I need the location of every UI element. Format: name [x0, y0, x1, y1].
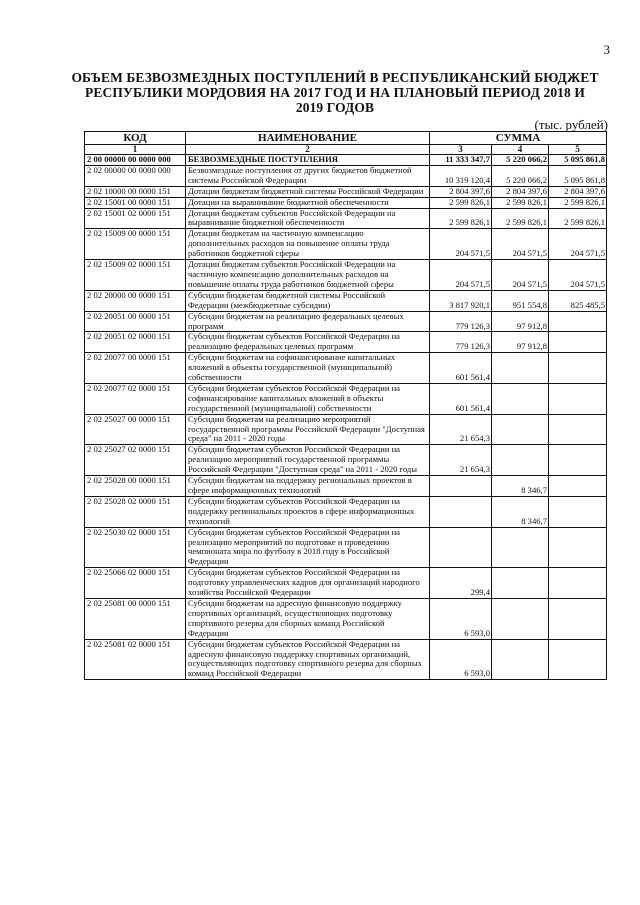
amount-2017-cell — [430, 527, 492, 568]
amount-2018-cell: 2 599 826,1 — [492, 197, 549, 208]
page-number: 3 — [603, 42, 610, 57]
name-cell: Субсидии бюджетам на реализацию мероприятий государственной программы Российской Федерации "Доступная среда" на 2011 - 2020 годы — [186, 414, 430, 445]
amount-2019-cell: 5 095 861,8 — [549, 165, 607, 186]
table-row — [85, 229, 607, 260]
table-row — [85, 155, 607, 166]
amount-2019-cell: 2 599 826,1 — [549, 197, 607, 208]
table-row — [85, 383, 607, 414]
table-row — [85, 639, 607, 680]
amount-2018-cell: 5 220 066,2 — [492, 155, 549, 166]
table-row — [85, 186, 607, 197]
amount-2019-cell — [549, 598, 607, 639]
amount-2018-cell — [492, 639, 549, 680]
column-number: 3 — [430, 145, 492, 155]
amount-2018-cell: 951 554,8 — [492, 290, 549, 311]
name-cell: Дотации бюджетам субъектов Российской Федерации на выравнивание бюджетной обеспеченности — [186, 208, 430, 229]
amount-2017-cell: 2 804 397,6 — [430, 186, 492, 197]
budget-table — [84, 131, 607, 680]
amount-2018-cell: 2 804 397,6 — [492, 186, 549, 197]
code-cell: 2 02 25028 02 0000 151 — [85, 496, 186, 527]
table-row — [85, 445, 607, 476]
table-header-row — [85, 132, 607, 145]
name-cell: Субсидии бюджетам на поддержку региональных проектов в сфере информационных технологий — [186, 476, 430, 497]
name-cell: Дотации на выравнивание бюджетной обеспеченности — [186, 197, 430, 208]
code-cell: 2 02 15009 00 0000 151 — [85, 229, 186, 260]
amount-2018-cell: 5 220 066,2 — [492, 165, 549, 186]
amount-2018-cell: 97 912,8 — [492, 332, 549, 353]
code-cell: 2 02 20051 00 0000 151 — [85, 311, 186, 332]
code-cell: 2 02 10000 00 0000 151 — [85, 186, 186, 197]
name-cell: Субсидии бюджетам субъектов Российской Федерации на софинансирование капитальных вложений в объекты государственной (муниципальной) собственности — [186, 383, 430, 414]
amount-2017-cell: 601 561,4 — [430, 353, 492, 384]
table-row — [85, 332, 607, 353]
table-row — [85, 290, 607, 311]
amount-2017-cell: 21 654,3 — [430, 414, 492, 445]
amount-2018-cell — [492, 445, 549, 476]
amount-2018-cell: 97 912,8 — [492, 311, 549, 332]
column-number: 2 — [186, 145, 430, 155]
table-row — [85, 353, 607, 384]
amount-2019-cell: 2 804 397,6 — [549, 186, 607, 197]
amount-2017-cell: 2 599 826,1 — [430, 197, 492, 208]
code-cell: 2 02 20000 00 0000 151 — [85, 290, 186, 311]
code-cell: 2 02 25030 02 0000 151 — [85, 527, 186, 568]
amount-2017-cell — [430, 476, 492, 497]
amount-2017-cell: 10 319 120,4 — [430, 165, 492, 186]
table-row — [85, 414, 607, 445]
header-code: КОД — [85, 132, 186, 145]
amount-2018-cell: 8 346,7 — [492, 476, 549, 497]
amount-2019-cell: 204 571,5 — [549, 229, 607, 260]
document-title: ОБЪЕМ БЕЗВОЗМЕЗДНЫХ ПОСТУПЛЕНИЙ В РЕСПУБЛИКАНСКИЙ БЮДЖЕТ РЕСПУБЛИКИ МОРДОВИЯ НА 2017 ГОД И НА ПЛАНОВЫЙ ПЕРИОД 2018 И 2019 ГОДОВ — [71, 70, 599, 115]
code-cell: 2 02 20077 02 0000 151 — [85, 383, 186, 414]
amount-2019-cell — [549, 568, 607, 599]
amount-2017-cell: 204 571,5 — [430, 260, 492, 291]
code-cell: 2 02 25081 02 0000 151 — [85, 639, 186, 680]
amount-2019-cell — [549, 445, 607, 476]
amount-2019-cell — [549, 383, 607, 414]
amount-2018-cell — [492, 568, 549, 599]
table-row — [85, 598, 607, 639]
amount-2019-cell — [549, 332, 607, 353]
amount-2019-cell — [549, 476, 607, 497]
amount-2018-cell: 204 571,5 — [492, 229, 549, 260]
amount-2017-cell: 779 126,3 — [430, 311, 492, 332]
table-row — [85, 568, 607, 599]
code-cell: 2 02 25081 00 0000 151 — [85, 598, 186, 639]
code-cell: 2 02 25027 00 0000 151 — [85, 414, 186, 445]
code-cell: 2 02 15001 02 0000 151 — [85, 208, 186, 229]
amount-2019-cell: 204 571,5 — [549, 260, 607, 291]
name-cell: Субсидии бюджетам субъектов Российской Федерации на реализацию мероприятий по подготовке и проведению чемпионата мира по футболу в 2018 году в Российской Федерации — [186, 527, 430, 568]
amount-2017-cell: 21 654,3 — [430, 445, 492, 476]
column-number: 4 — [492, 145, 549, 155]
units-label: (тыс. рублей) — [534, 117, 608, 132]
amount-2017-cell: 299,4 — [430, 568, 492, 599]
amount-2019-cell — [549, 311, 607, 332]
code-cell: 2 02 00000 00 0000 000 — [85, 165, 186, 186]
name-cell: Субсидии бюджетам субъектов Российской Федерации на реализацию мероприятий государственной программы Российской Федерации "Доступная среда" на 2011 - 2020 годы — [186, 445, 430, 476]
name-cell: Субсидии бюджетам субъектов Российской Федерации на подготовку управленческих кадров для организаций народного хозяйства Российской Федерации — [186, 568, 430, 599]
code-cell: 2 02 20051 02 0000 151 — [85, 332, 186, 353]
code-cell: 2 02 15001 00 0000 151 — [85, 197, 186, 208]
amount-2018-cell: 2 599 826,1 — [492, 208, 549, 229]
header-name: НАИМЕНОВАНИЕ — [186, 132, 430, 145]
name-cell: Субсидии бюджетам бюджетной системы Российской Федерации (межбюджетные субсидии) — [186, 290, 430, 311]
table-row — [85, 311, 607, 332]
amount-2019-cell: 825 485,5 — [549, 290, 607, 311]
name-cell: Дотации бюджетам бюджетной системы Российской Федерации — [186, 186, 430, 197]
amount-2018-cell — [492, 527, 549, 568]
name-cell: БЕЗВОЗМЕЗДНЫЕ ПОСТУПЛЕНИЯ — [186, 155, 430, 166]
amount-2017-cell: 2 599 826,1 — [430, 208, 492, 229]
name-cell: Безвозмездные поступления от других бюджетов бюджетной системы Российской Федерации — [186, 165, 430, 186]
amount-2019-cell — [549, 496, 607, 527]
table-row — [85, 496, 607, 527]
amount-2019-cell — [549, 639, 607, 680]
code-cell: 2 00 00000 00 0000 000 — [85, 155, 186, 166]
amount-2017-cell: 6 593,0 — [430, 598, 492, 639]
amount-2018-cell — [492, 353, 549, 384]
amount-2017-cell: 6 593,0 — [430, 639, 492, 680]
table-body — [85, 155, 607, 680]
amount-2017-cell: 3 817 920,1 — [430, 290, 492, 311]
name-cell: Субсидии бюджетам субъектов Российской Федерации на реализацию федеральных целевых программ — [186, 332, 430, 353]
code-cell: 2 02 25028 00 0000 151 — [85, 476, 186, 497]
amount-2018-cell — [492, 383, 549, 414]
amount-2019-cell — [549, 353, 607, 384]
table-row — [85, 208, 607, 229]
amount-2018-cell — [492, 414, 549, 445]
amount-2019-cell: 5 095 861,8 — [549, 155, 607, 166]
table-row — [85, 197, 607, 208]
name-cell: Субсидии бюджетам субъектов Российской Федерации на поддержку региональных проектов в сфере информационных технологий — [186, 496, 430, 527]
amount-2018-cell — [492, 598, 549, 639]
amount-2017-cell: 11 333 347,7 — [430, 155, 492, 166]
name-cell: Дотации бюджетам на частичную компенсацию дополнительных расходов на повышение оплаты труда работников бюджетной сферы — [186, 229, 430, 260]
column-number-row — [85, 145, 607, 155]
header-sum: СУММА — [430, 132, 607, 145]
code-cell: 2 02 25066 02 0000 151 — [85, 568, 186, 599]
amount-2017-cell: 204 571,5 — [430, 229, 492, 260]
name-cell: Субсидии бюджетам субъектов Российской Федерации на адресную финансовую поддержку спортивных организаций, осуществляющих подготовку спортивного резерва для сборных команд Российской Федерации — [186, 639, 430, 680]
code-cell: 2 02 15009 02 0000 151 — [85, 260, 186, 291]
code-cell: 2 02 25027 02 0000 151 — [85, 445, 186, 476]
amount-2019-cell — [549, 414, 607, 445]
amount-2017-cell — [430, 496, 492, 527]
name-cell: Дотации бюджетам субъектов Российской Федерации на частичную компенсацию дополнительных расходов на повышение оплаты труда работников бюджетной сферы — [186, 260, 430, 291]
name-cell: Субсидии бюджетам на софинансирование капитальных вложений в объекты государственной (муниципальной) собственности — [186, 353, 430, 384]
table-row — [85, 165, 607, 186]
code-cell: 2 02 20077 00 0000 151 — [85, 353, 186, 384]
amount-2018-cell: 8 346,7 — [492, 496, 549, 527]
amount-2019-cell: 2 599 826,1 — [549, 208, 607, 229]
table-row — [85, 527, 607, 568]
table-row — [85, 476, 607, 497]
name-cell: Субсидии бюджетам на реализацию федеральных целевых программ — [186, 311, 430, 332]
column-number: 5 — [549, 145, 607, 155]
amount-2019-cell — [549, 527, 607, 568]
amount-2018-cell: 204 571,5 — [492, 260, 549, 291]
name-cell: Субсидии бюджетам на адресную финансовую поддержку спортивных организаций, осуществляющих подготовку спортивного резерва для сборных команд Российской Федерации — [186, 598, 430, 639]
amount-2017-cell: 601 561,4 — [430, 383, 492, 414]
column-number: 1 — [85, 145, 186, 155]
table-row — [85, 260, 607, 291]
amount-2017-cell: 779 126,3 — [430, 332, 492, 353]
